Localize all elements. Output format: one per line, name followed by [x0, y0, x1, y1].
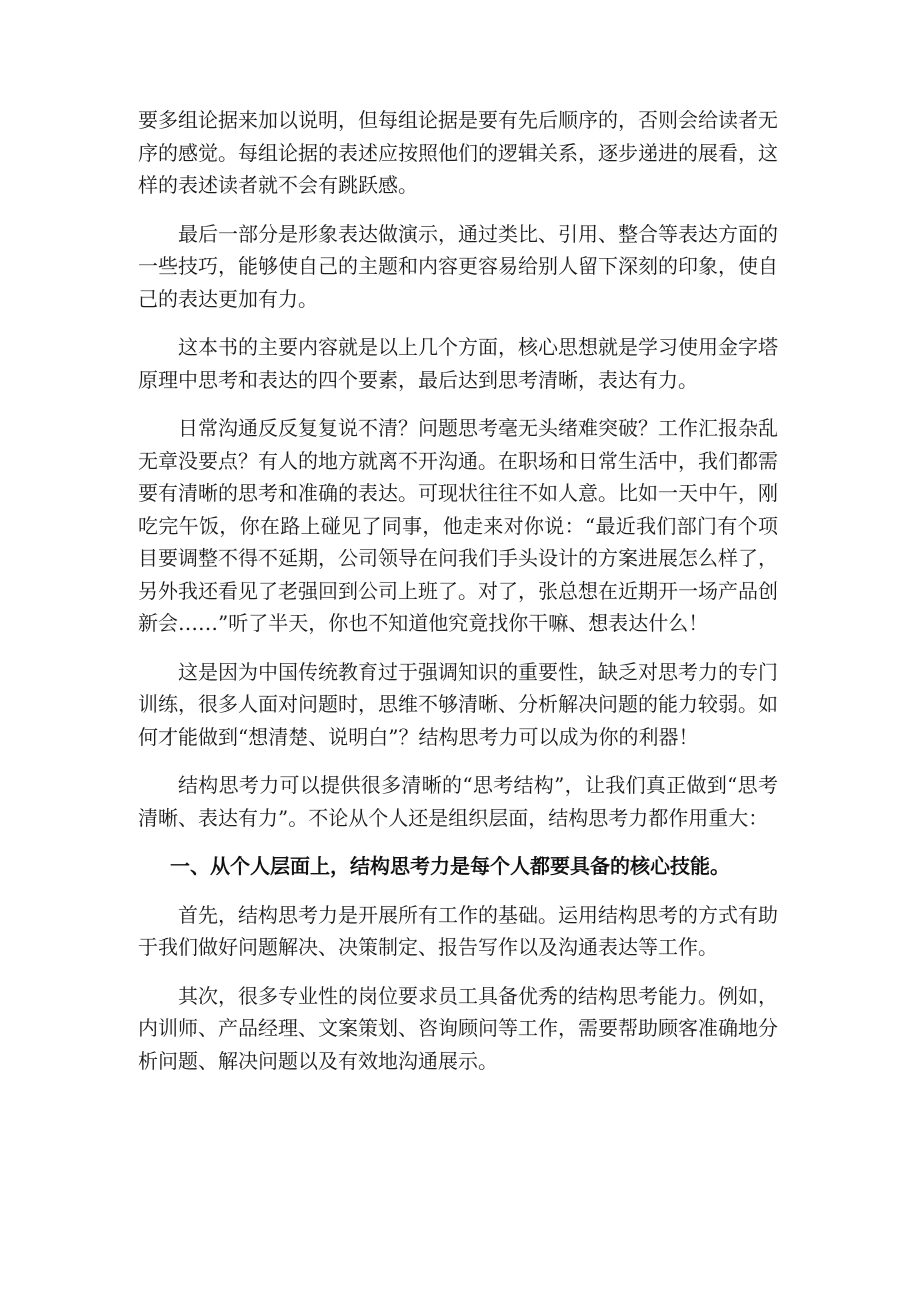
paragraph-book-summary: 这本书的主要内容就是以上几个方面，核心思想就是学习使用金字塔原理中思考和表达的四个要素，最后达到思考清晰，表达有力。 [138, 335, 778, 392]
paragraph-continuation: 要多组论据来加以说明，但每组论据是要有先后顺序的，否则会给读者无序的感觉。每组论据的表述应按照他们的逻辑关系，逐步递进的展看，这样的表述读者就不会有跳跃感。 [138, 108, 778, 197]
paragraph-visual-expression: 最后一部分是形象表达做演示，通过类比、引用、整合等表达方面的一些技巧，能够使自己的主题和内容更容易给别人留下深刻的印象，使自己的表达更加有力。 [138, 221, 778, 311]
paragraph-second-point: 其次，很多专业性的岗位要求员工具备优秀的结构思考能力。例如，内训师、产品经理、文案策划、咨询顾问等工作，需要帮助顾客准确地分析问题、解决问题以及有效地沟通展示。 [138, 983, 778, 1073]
section-heading-individual: 一、从个人层面上，结构思考力是每个人都要具备的核心技能。 [170, 854, 730, 878]
paragraph-traditional-education: 这是因为中国传统教育过于强调知识的重要性，缺乏对思考力的专门训练，很多人面对问题时，思维不够清晰、分析解决问题的能力较弱。如何才能做到“想清楚、说明白”？结构思考力可以成为你的利器！ [138, 659, 778, 749]
paragraph-first-point: 首先，结构思考力是开展所有工作的基础。运用结构思考的方式有助于我们做好问题解决、决策制定、报告写作以及沟通表达等工作。 [138, 902, 778, 959]
paragraph-thinking-structure: 结构思考力可以提供很多清晰的“思考结构”，让我们真正做到“思考清晰、表达有力”。不论从个人还是组织层面，结构思考力都作用重大： [138, 773, 778, 830]
paragraph-daily-communication: 日常沟通反反复复说不清？问题思考毫无头绪难突破？工作汇报杂乱无章没要点？有人的地方就离不开沟通。在职场和日常生活中，我们都需要有清晰的思考和准确的表达。可现状往往不如人意。比如一天中午，刚吃完午饭，你在路上碰见了同事，他走来对你说：“最近我们部门有个项目要调整不得不延期，公司领导在问我们手头设计的方案进展怎么样了，另外我还看见了老强回到公司上班了。对了，张总想在近期开一场产品创新会……”听了半天，你也不知道他究竟找你干嘛、想表达什么！ [138, 416, 778, 635]
document-body [138, 104, 778, 1093]
